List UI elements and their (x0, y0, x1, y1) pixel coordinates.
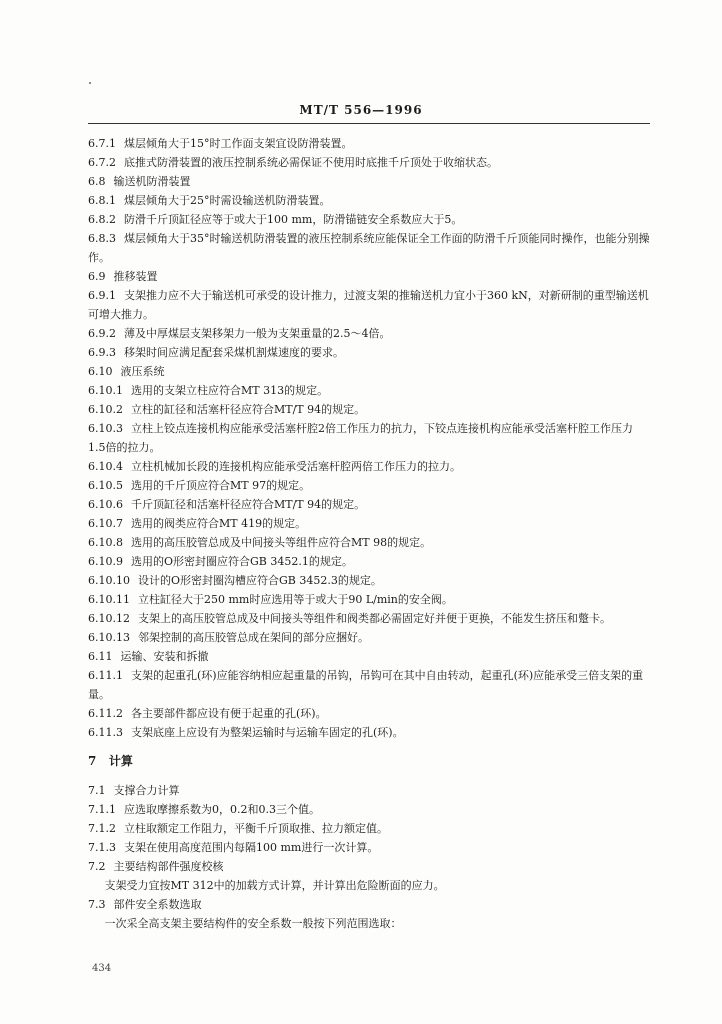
clause-text: 设计的O形密封圈沟槽应符合GB 3452.3的规定。 (138, 574, 382, 587)
clause-paragraph (88, 590, 650, 609)
clause-text: 各主要部件都应设有便于起重的孔(环)。 (131, 707, 327, 720)
clause-number: 6.8.3 (88, 232, 116, 245)
clause-text: 底推式防滑装置的液压控制系统必需保证不使用时底推千斤顶处于收缩状态。 (124, 156, 498, 169)
clause-text: 选用的千斤顶应符合MT 97的规定。 (131, 479, 311, 492)
clause-text: 应选取摩擦系数为0，0.2和0.3三个值。 (124, 803, 320, 816)
clause-text: 邻架控制的高压胶管总成在架间的部分应捆好。 (138, 631, 369, 644)
section-number: 7 (88, 754, 97, 768)
clause-paragraph (88, 381, 650, 400)
clause-number: 7.1 (88, 784, 106, 797)
clause-number: 7.1.1 (88, 803, 116, 816)
clause-text: 立柱缸径大于250 mm时应选用等于或大于90 L/min的安全阀。 (138, 593, 453, 606)
clause-text: 煤层倾角大于25°时需设输送机防滑装置。 (124, 194, 331, 207)
clause-text: 千斤顶缸径和活塞杆径应符合MT/T 94的规定。 (131, 498, 366, 511)
clause-text: 选用的支架立柱应符合MT 313的规定。 (131, 384, 329, 397)
clause-number: 6.10.6 (88, 498, 123, 511)
clause-number: 6.10.4 (88, 460, 123, 473)
clause-text: 部件安全系数选取 (113, 898, 202, 911)
clause-number: 6.10.10 (88, 574, 130, 587)
clause-number: 6.10.11 (88, 593, 130, 606)
clause-text: 选用的O形密封圈应符合GB 3452.1的规定。 (131, 555, 353, 568)
clause-paragraph (88, 666, 650, 704)
clause-number: 6.11.2 (88, 707, 123, 720)
clause-paragraph (88, 704, 650, 723)
clause-number: 6.10 (88, 365, 113, 378)
clause-text: 立柱取额定工作阻力，平衡千斤顶取推、拉力额定值。 (124, 822, 388, 835)
clause-paragraph (88, 324, 650, 343)
clause-text: 移架时间应满足配套采煤机割煤速度的要求。 (124, 346, 344, 359)
clause-number: 6.10.1 (88, 384, 123, 397)
clause-text: 主要结构部件强度校核 (113, 860, 224, 873)
clause-text: 立柱机械加长段的连接机构应能承受活塞杆腔两倍工作压力的拉力。 (131, 460, 461, 473)
clause-paragraph (88, 628, 650, 647)
clause-paragraph (88, 134, 650, 153)
clause-number: 6.10.3 (88, 422, 123, 435)
clause-number: 6.11.1 (88, 669, 123, 682)
clause-number: 6.10.12 (88, 612, 130, 625)
clause-number: 6.9.3 (88, 346, 116, 359)
clause-number: 6.11 (88, 650, 113, 663)
clause-paragraph (88, 533, 650, 552)
clause-text: 煤层倾角大于35°时输送机防滑装置的液压控制系统应能保证全工作面的防滑千斤顶能同时操作，也能分别操作。 (88, 232, 650, 264)
clause-paragraph (88, 286, 650, 324)
header-rule (88, 123, 650, 124)
clause-number: 6.9.2 (88, 327, 116, 340)
document-body (88, 134, 650, 933)
section-6-list (88, 134, 650, 742)
clause-text: 薄及中厚煤层支架移架力一般为支架重量的2.5～4倍。 (124, 327, 391, 340)
clause-paragraph (88, 362, 650, 381)
clause-paragraph (88, 552, 650, 571)
clause-text: 支架在使用高度范围内每隔100 mm进行一次计算。 (124, 841, 379, 854)
clause-paragraph (88, 172, 650, 191)
clause-number: 7.1.3 (88, 841, 116, 854)
clause-text: 输送机防滑装置 (113, 175, 191, 188)
scan-speck (89, 82, 91, 84)
clause-paragraph (88, 343, 650, 362)
clause-paragraph (88, 210, 650, 229)
clause-number: 6.10.8 (88, 536, 123, 549)
clause-paragraph (88, 781, 650, 800)
clause-number: 6.7.2 (88, 156, 116, 169)
paragraph-7-3-body: 一次采全高支架主要结构件的安全系数一般按下列范围选取： (104, 917, 402, 930)
clause-number: 6.7.1 (88, 137, 116, 150)
clause-paragraph (88, 647, 650, 666)
clause-text: 支架底座上应设有为整架运输时与运输车固定的孔(环)。 (131, 726, 404, 739)
clause-paragraph (88, 191, 650, 210)
clause-text: 支架的起重孔(环)应能容纳相应起重量的吊钩，吊钩可在其中自由转动，起重孔(环)应能承受三倍支架的重量。 (88, 669, 644, 701)
clause-paragraph (88, 857, 650, 876)
clause-paragraph (88, 571, 650, 590)
clause-paragraph (88, 495, 650, 514)
clause-paragraph (88, 609, 650, 628)
clause-number: 6.11.3 (88, 726, 123, 739)
clause-paragraph (88, 800, 650, 819)
clause-text: 推移装置 (113, 270, 158, 283)
clause-paragraph (88, 400, 650, 419)
clause-paragraph (88, 229, 650, 267)
clause-number: 6.10.9 (88, 555, 123, 568)
clause-number: 7.2 (88, 860, 106, 873)
clause-number: 6.9 (88, 270, 106, 283)
clause-text: 支架上的高压胶管总成及中间接头等组件和阀类都必需固定好并便于更换，不能发生挤压和蹩卡。 (138, 612, 611, 625)
clause-text: 立柱上铰点连接机构应能承受活塞杆腔2倍工作压力的抗力，下铰点连接机构应能承受活塞杆腔工作压力1.5倍的拉力。 (88, 422, 633, 454)
page-number: 434 (92, 963, 112, 974)
clause-paragraph (88, 476, 650, 495)
clause-paragraph (88, 457, 650, 476)
clause-paragraph (88, 419, 650, 457)
clause-text: 煤层倾角大于15°时工作面支架宜设防滑装置。 (124, 137, 353, 150)
clause-number: 6.8 (88, 175, 106, 188)
section-7-list (88, 781, 650, 876)
clause-paragraph (88, 153, 650, 172)
clause-number: 6.10.2 (88, 403, 123, 416)
page-header: MT/T 556—1996 (299, 103, 423, 117)
clause-paragraph (88, 723, 650, 742)
clause-text: 运输、安装和拆撤 (120, 650, 209, 663)
clause-number: 7.3 (88, 898, 106, 911)
clause-paragraph (88, 514, 650, 533)
clause-text: 支架推力应不大于输送机可承受的设计推力，过渡支架的推输送机力宜小于360 kN，对新研制的重型输送机可增大推力。 (88, 289, 649, 321)
clause-text: 防滑千斤顶缸径应等于或大于100 mm，防滑锚链安全系数应大于5。 (124, 213, 463, 226)
clause-paragraph (88, 267, 650, 286)
section-title: 计算 (108, 754, 133, 768)
clause-text: 选用的阀类应符合MT 419的规定。 (131, 517, 307, 530)
clause-number: 6.8.1 (88, 194, 116, 207)
clause-text: 支撑合力计算 (113, 784, 180, 797)
clause-number: 6.10.5 (88, 479, 123, 492)
clause-number: 6.8.2 (88, 213, 116, 226)
clause-text: 立柱的缸径和活塞杆径应符合MT/T 94的规定。 (131, 403, 366, 416)
paragraph-7-3 (88, 895, 650, 914)
clause-paragraph (88, 819, 650, 838)
clause-number: 6.10.7 (88, 517, 123, 530)
section-7-heading (88, 752, 650, 771)
clause-number: 7.1.2 (88, 822, 116, 835)
clause-number: 6.10.13 (88, 631, 130, 644)
clause-text: 液压系统 (120, 365, 165, 378)
clause-paragraph (88, 838, 650, 857)
clause-text: 选用的高压胶管总成及中间接头等组件应符合MT 98的规定。 (131, 536, 432, 549)
clause-number: 6.9.1 (88, 289, 116, 302)
paragraph-7-2-body: 支架受力宜按MT 312中的加载方式计算，并计算出危险断面的应力。 (104, 879, 445, 892)
